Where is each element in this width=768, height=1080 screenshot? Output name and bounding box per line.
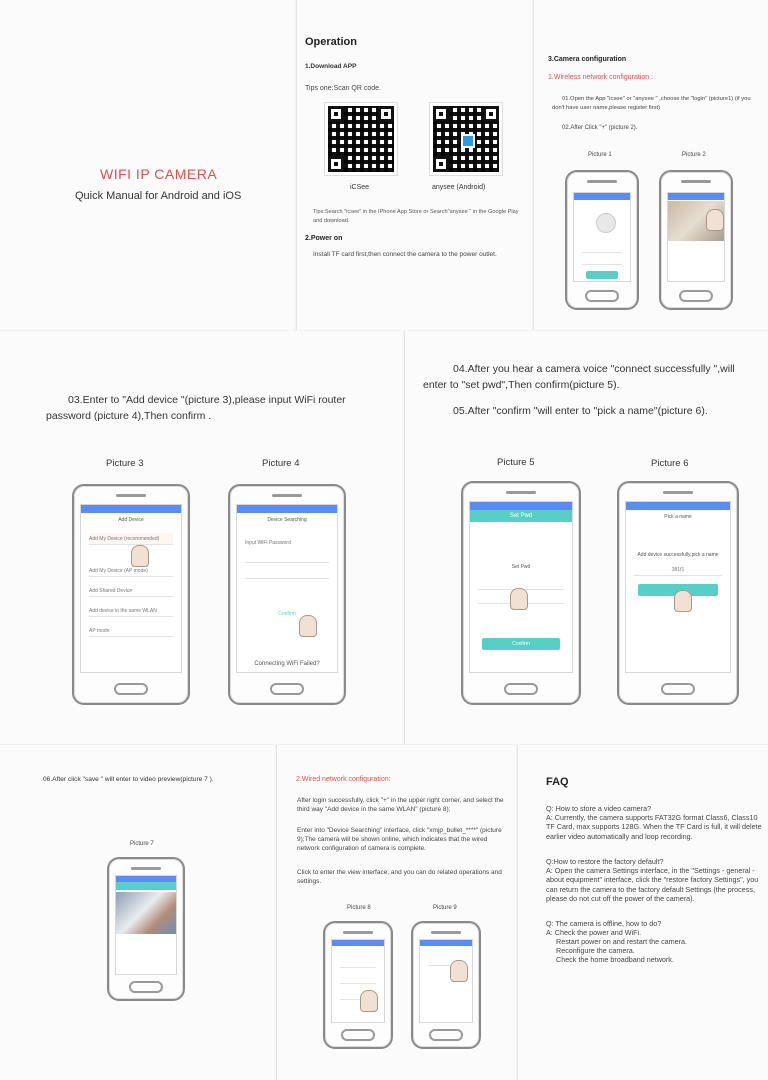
cover-title: WIFI IP CAMERA (100, 166, 218, 182)
step05-text: 05.After "confirm "will enter to "pick a name"(picture 6). (453, 405, 708, 417)
wifi-password-field[interactable] (245, 567, 329, 579)
set-pwd-label: Set Pwd (511, 564, 531, 570)
hand-pointer-icon (588, 281, 606, 282)
wired-bullet2: Enter into "Device Searching" interface, click "xmjp_bullet_****" (picture 9);The camera will be shown online, which indicates that the wired network configuration of camera is complete. (297, 827, 502, 853)
phone-picture2 (659, 170, 733, 310)
cover-subtitle: Quick Manual for Android and iOS (75, 190, 242, 202)
faq-a2: A: Open the camera Settings interface, in the "Settings - general - about equipment" interface, click the "restore factory Settings", you can return the camera to the factory default Settings (the process, please do not cut off the power of the camera). (546, 866, 759, 904)
phone-picture4 (228, 484, 346, 705)
operation-heading: Operation (305, 36, 357, 48)
add-shared-item[interactable]: Add Shared Device (89, 585, 173, 597)
phone-picture5 (461, 481, 581, 705)
faq-q2: Q:How to restore the factory default? (546, 857, 664, 866)
faq-heading: FAQ (546, 776, 569, 788)
picture3-label: Picture 3 (106, 458, 144, 469)
picture7-label: Picture 7 (130, 841, 154, 847)
config-step01: 01.Open the App "icsee" or "anysee " ,choose the "login" (picture1) (if you don't have user name,please register first) (552, 96, 751, 111)
hand-pointer-icon (360, 990, 378, 1012)
picture9-label: Picture 9 (433, 905, 457, 911)
add-ap-mode-item[interactable]: Add My Device (AP mode) (89, 565, 173, 577)
phone-picture7 (107, 857, 185, 1001)
faq-a3d: Check the home broadband network. (556, 955, 674, 964)
phone-picture8 (323, 921, 393, 1049)
icsee-qr-code-icon (325, 103, 397, 175)
wired-bullet3: Click to enter the view interface, and you can do related operations and settings. (297, 869, 502, 886)
phone-picture1 (565, 170, 639, 310)
confirm-button[interactable]: Confirm (482, 638, 560, 650)
add-device-title: Add Device (118, 517, 144, 523)
search-tips: Tips:Search "icsee" in the IPhone App Store or Search"anysee " in the Google Play and download. (313, 209, 519, 224)
tips-scan: Tips one:Scan QR code. (305, 85, 382, 92)
device-searching-title: Device Searching (267, 517, 307, 523)
faq-a3b: Restart power on and restart the camera. (556, 937, 688, 946)
picture1-label: Picture 1 (588, 152, 612, 158)
picture4-label: Picture 4 (262, 458, 300, 469)
phone-picture6 (617, 481, 739, 705)
faq-panel (517, 745, 768, 1080)
hand-pointer-icon (706, 209, 724, 231)
download-step: 1.Download APP (305, 63, 357, 70)
hand-pointer-icon (450, 960, 468, 982)
phone-picture3 (72, 484, 190, 705)
wifi-name-field[interactable] (245, 551, 329, 563)
wired-panel (276, 745, 516, 1080)
step06-text: 06.After click "save " will enter to video preview(picture 7 ). (43, 776, 214, 783)
faq-a1: A: Currently, the camera supports FAT32G format Class6, Class10 TF Card, max supports 128G. When the TF Card is full, it will delete earlier video automatically and loop recording. (546, 813, 762, 841)
step04-text: 04.After you hear a camera voice "connect successfully ",will enter to "set pwd",Then confirm(picture 5). (423, 363, 735, 391)
anysee-label: anysee (Android) (432, 184, 486, 191)
power-on-text: Install TF card first,then connect the camera to the power outlet. (313, 251, 497, 258)
steps-right-panel (404, 331, 768, 744)
device-name-field[interactable]: 381f1 (634, 564, 722, 576)
wired-bullet1: After login successfully, click "+" in the upper right corner, and select the third way "Add device in the same WLAN" (picture 8); (297, 797, 504, 814)
anysee-qr-code-icon (430, 103, 502, 175)
wifi-password-label: Input WiFi Password (245, 540, 291, 546)
operation-panel (296, 0, 532, 330)
hand-pointer-icon (510, 588, 528, 610)
config-heading: 3.Camera configuration (548, 56, 627, 63)
connecting-failed-link[interactable]: Connecting WiFi Failed? (254, 661, 320, 667)
config-panel (533, 0, 768, 330)
config-step02: 02.After Click "+" (picture 2). (562, 125, 638, 131)
hand-pointer-icon (299, 615, 317, 637)
icsee-label: iCSee (350, 184, 370, 191)
steps-left-panel (0, 331, 403, 744)
step06-panel (0, 745, 275, 1080)
faq-q3: Q: The camera is offline, how to do? (546, 919, 662, 928)
hand-pointer-icon (674, 590, 692, 612)
picture8-label: Picture 8 (347, 905, 371, 911)
confirm-link[interactable]: Confirm (278, 611, 296, 617)
faq-q1: Q: How to store a video camera? (546, 804, 652, 813)
picture5-label: Picture 5 (497, 457, 535, 468)
phone-picture9 (411, 921, 481, 1049)
add-my-device-item[interactable]: Add My Device (recommended) (89, 533, 173, 545)
set-pwd-title: Set Pwd (470, 510, 572, 522)
ap-mode-item[interactable]: AP mode (89, 625, 173, 637)
pick-name-title: Pick a name (664, 514, 692, 520)
faq-a3a: A: Check the power and WiFi. (546, 928, 642, 937)
wired-heading: 2.Wired network configuration: (296, 776, 391, 783)
wireless-heading: 1.Wireless network configuration : (548, 74, 654, 81)
picture2-label: Picture 2 (682, 152, 706, 158)
power-on-heading: 2.Power on (305, 235, 343, 242)
hand-pointer-icon (131, 545, 149, 567)
added-ok-text: Add device successfully,pick a name (637, 552, 719, 558)
picture6-label: Picture 6 (651, 458, 689, 469)
add-wlan-item[interactable]: Add device in the same WLAN (89, 605, 173, 617)
faq-a3c: Reconfigure the camera. (556, 946, 635, 955)
step03-text: 03.Enter to "Add device "(picture 3),please input WiFi router password (picture 4),Then confirm . (46, 394, 346, 422)
cover-panel (0, 0, 295, 330)
